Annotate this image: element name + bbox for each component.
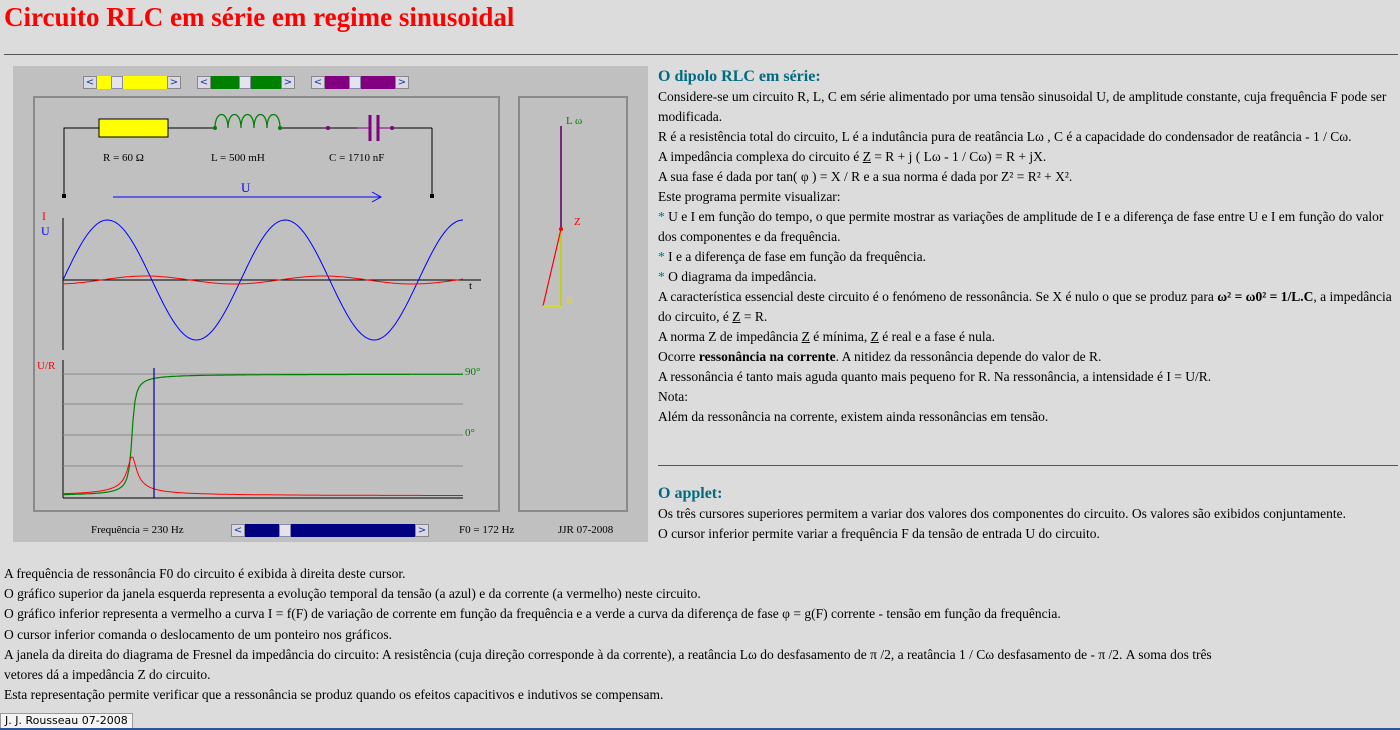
phase-curve: [63, 374, 463, 494]
norm-line: A norma Z de impedância Z é mínima, Z é real e a fase é nula.: [658, 329, 996, 344]
capacitance-slider-thumb[interactable]: [349, 76, 361, 89]
inductor-dot-left: [213, 126, 217, 130]
resistance-slider-track[interactable]: [97, 76, 167, 89]
deg90-label: 90°: [465, 366, 481, 378]
dipolo-line-2: R é a resistência total do circuito, L é a indutância pura de reatância Lω , C é a capacidade do condensador de reatância - 1 / Cω.: [658, 129, 1352, 144]
deg0-label: 0°: [465, 427, 475, 439]
bottom-line-1: A frequência de ressonância F0 do circuito é exibida à direita deste cursor.: [4, 566, 406, 581]
dipolo-heading: O dipolo RLC em série:: [658, 68, 821, 85]
circuit-left-wire: [64, 128, 99, 195]
frequency-slider-track[interactable]: [245, 524, 415, 537]
impedance-line: A impedância complexa do circuito é Z = R + j ( Lω - 1 / Cω) = R + jX.: [658, 149, 1047, 164]
impedance-vector: [543, 229, 561, 306]
capacitance-decrease-arrow[interactable]: <: [311, 76, 325, 89]
bottom-text: [4, 564, 1212, 705]
inductor-dot-right: [278, 126, 282, 130]
capacitance-slider[interactable]: [311, 76, 409, 89]
f0-label: F0 = 172 Hz: [459, 524, 515, 536]
bottom-line-7: Esta representação permite verificar que a ressonância se produz quando os efeitos capacitivos e indutivos se compensam.: [4, 687, 664, 703]
sharpness-line: A ressonância é tanto mais aguda quanto mais pequeno for R. Na ressonância, a intensidade é I = U/R.: [658, 369, 1212, 384]
inductance-increase-arrow[interactable]: >: [281, 76, 295, 89]
graphs-panel: [33, 96, 500, 512]
resistance-decrease-arrow[interactable]: <: [83, 76, 97, 89]
bullet-2: * I e a diferença de fase em função da frequência.: [658, 249, 926, 264]
c-value-label: C = 1710 nF: [329, 152, 385, 164]
resonance-line: A característica essencial deste circuito é o fenómeno de ressonância. Se X é nulo o que se produz para ω² = ω0² = 1/L.C, a impedância do circuito, é Z = R.: [658, 289, 1392, 324]
capacitance-increase-arrow[interactable]: >: [395, 76, 409, 89]
applet-line-2: O cursor inferior permite variar a frequência F da tensão de entrada U do circuito.: [658, 526, 1100, 541]
resistance-slider-thumb[interactable]: [111, 76, 123, 89]
resistance-increase-arrow[interactable]: >: [167, 76, 181, 89]
u-axis-label: U: [41, 224, 50, 238]
freq-gridlines: [63, 374, 463, 466]
inductance-slider-thumb[interactable]: [239, 76, 251, 89]
bullet-star: *: [658, 209, 665, 224]
credit-label: J. J. Rousseau 07-2008: [0, 713, 133, 729]
section-divider: [658, 465, 1398, 466]
bottom-line-2: O gráfico superior da janela esquerda representa a evolução temporal da tensão (a azul) e da corrente (a vermelho) neste circuito.: [4, 586, 701, 602]
frequency-slider-thumb[interactable]: [279, 524, 291, 537]
also-line: Além da ressonância na corrente, existem ainda ressonâncias em tensão.: [658, 409, 1049, 424]
lw-label: L ω: [566, 115, 583, 127]
occurs-line: Ocorre ressonância na corrente. A nitidez da ressonância depende do valor de R.: [658, 349, 1102, 364]
resonance-curve: [63, 457, 463, 495]
u-arrow-label: U: [241, 180, 251, 195]
l-value-label: L = 500 mH: [211, 152, 265, 164]
bottom-line-3: O gráfico inferior representa a vermelho a curva I = f(F) de variação de corrente em função da frequência e a verde a curva da diferença de fase φ = g(F) corrente - tensão em função da frequência.: [4, 606, 1061, 622]
bullet-star: *: [658, 249, 665, 264]
terminal-right: [430, 194, 434, 198]
impedance-point: [559, 227, 563, 231]
inductance-slider[interactable]: [197, 76, 295, 89]
page-title: Circuito RLC em série em regime sinusoidal: [4, 2, 515, 32]
fresnel-panel: [518, 96, 628, 512]
signature-label: JJR 07-2008: [558, 524, 614, 536]
frequency-increase-arrow[interactable]: >: [415, 524, 429, 537]
frequency-slider[interactable]: [231, 524, 429, 537]
r-value-label: R = 60 Ω: [103, 152, 144, 164]
capacitor-dot-right: [390, 126, 394, 130]
capacitor-dot-left: [326, 126, 330, 130]
title-divider: [4, 54, 1398, 55]
nota-line: Nota:: [658, 389, 688, 404]
applet-section: [658, 484, 1398, 544]
t-axis-label: t: [469, 280, 473, 292]
z-label: Z: [574, 216, 581, 228]
terminal-left: [62, 194, 66, 198]
dipolo-section: [658, 67, 1398, 427]
bottom-line-5: A janela da direita do diagrama de Fresnel da impedância do circuito: A resistência (cuja direção corresponde à da corrente), a reatância Lω do desfasamento de π /2, a reatância 1 / Cω desfasamento de - π /2. A soma dos três: [4, 646, 1212, 662]
dipolo-line-1: Considere-se um circuito R, L, C em série alimentado por uma tensão sinusoidal U, de amplitude constante, cuja frequência F pode ser modificada.: [658, 89, 1387, 124]
frequency-decrease-arrow[interactable]: <: [231, 524, 245, 537]
applet-heading: O applet:: [658, 485, 723, 502]
rlc-applet: [13, 66, 648, 542]
program-line: Este programa permite visualizar:: [658, 189, 841, 204]
ur-axis-label: U/R: [37, 360, 56, 372]
inductance-decrease-arrow[interactable]: <: [197, 76, 211, 89]
resistor-symbol: [99, 119, 168, 137]
phase-line: A sua fase é dada por tan( φ ) = X / R e a sua norma é dada por Z² = R² + X².: [658, 169, 1073, 184]
bottom-line-6: vetores dá a impedância Z do circuito.: [4, 667, 211, 683]
resistance-slider[interactable]: [83, 76, 181, 89]
bottom-line-4: O cursor inferior comanda o deslocamento de um ponteiro nos gráficos.: [4, 626, 393, 642]
inductor-symbol: [215, 115, 280, 129]
bullet-3: * O diagrama da impedância.: [658, 269, 817, 284]
frequency-label: Frequência = 230 Hz: [91, 524, 184, 536]
bullet-1: * U e I em função do tempo, o que permite mostrar as variações de amplitude de I e a diferença de fase entre U e I em função do valor dos componentes e da frequência.: [658, 209, 1384, 244]
bullet-star: *: [658, 269, 665, 284]
applet-line-1: Os três cursores superiores permitem a variar dos valores dos componentes do circuito. Os valores são exibidos conjuntamente.: [658, 506, 1346, 521]
r-fresnel-label: R: [566, 295, 574, 307]
capacitor-symbol: [357, 115, 392, 141]
i-axis-label: I: [42, 209, 46, 223]
